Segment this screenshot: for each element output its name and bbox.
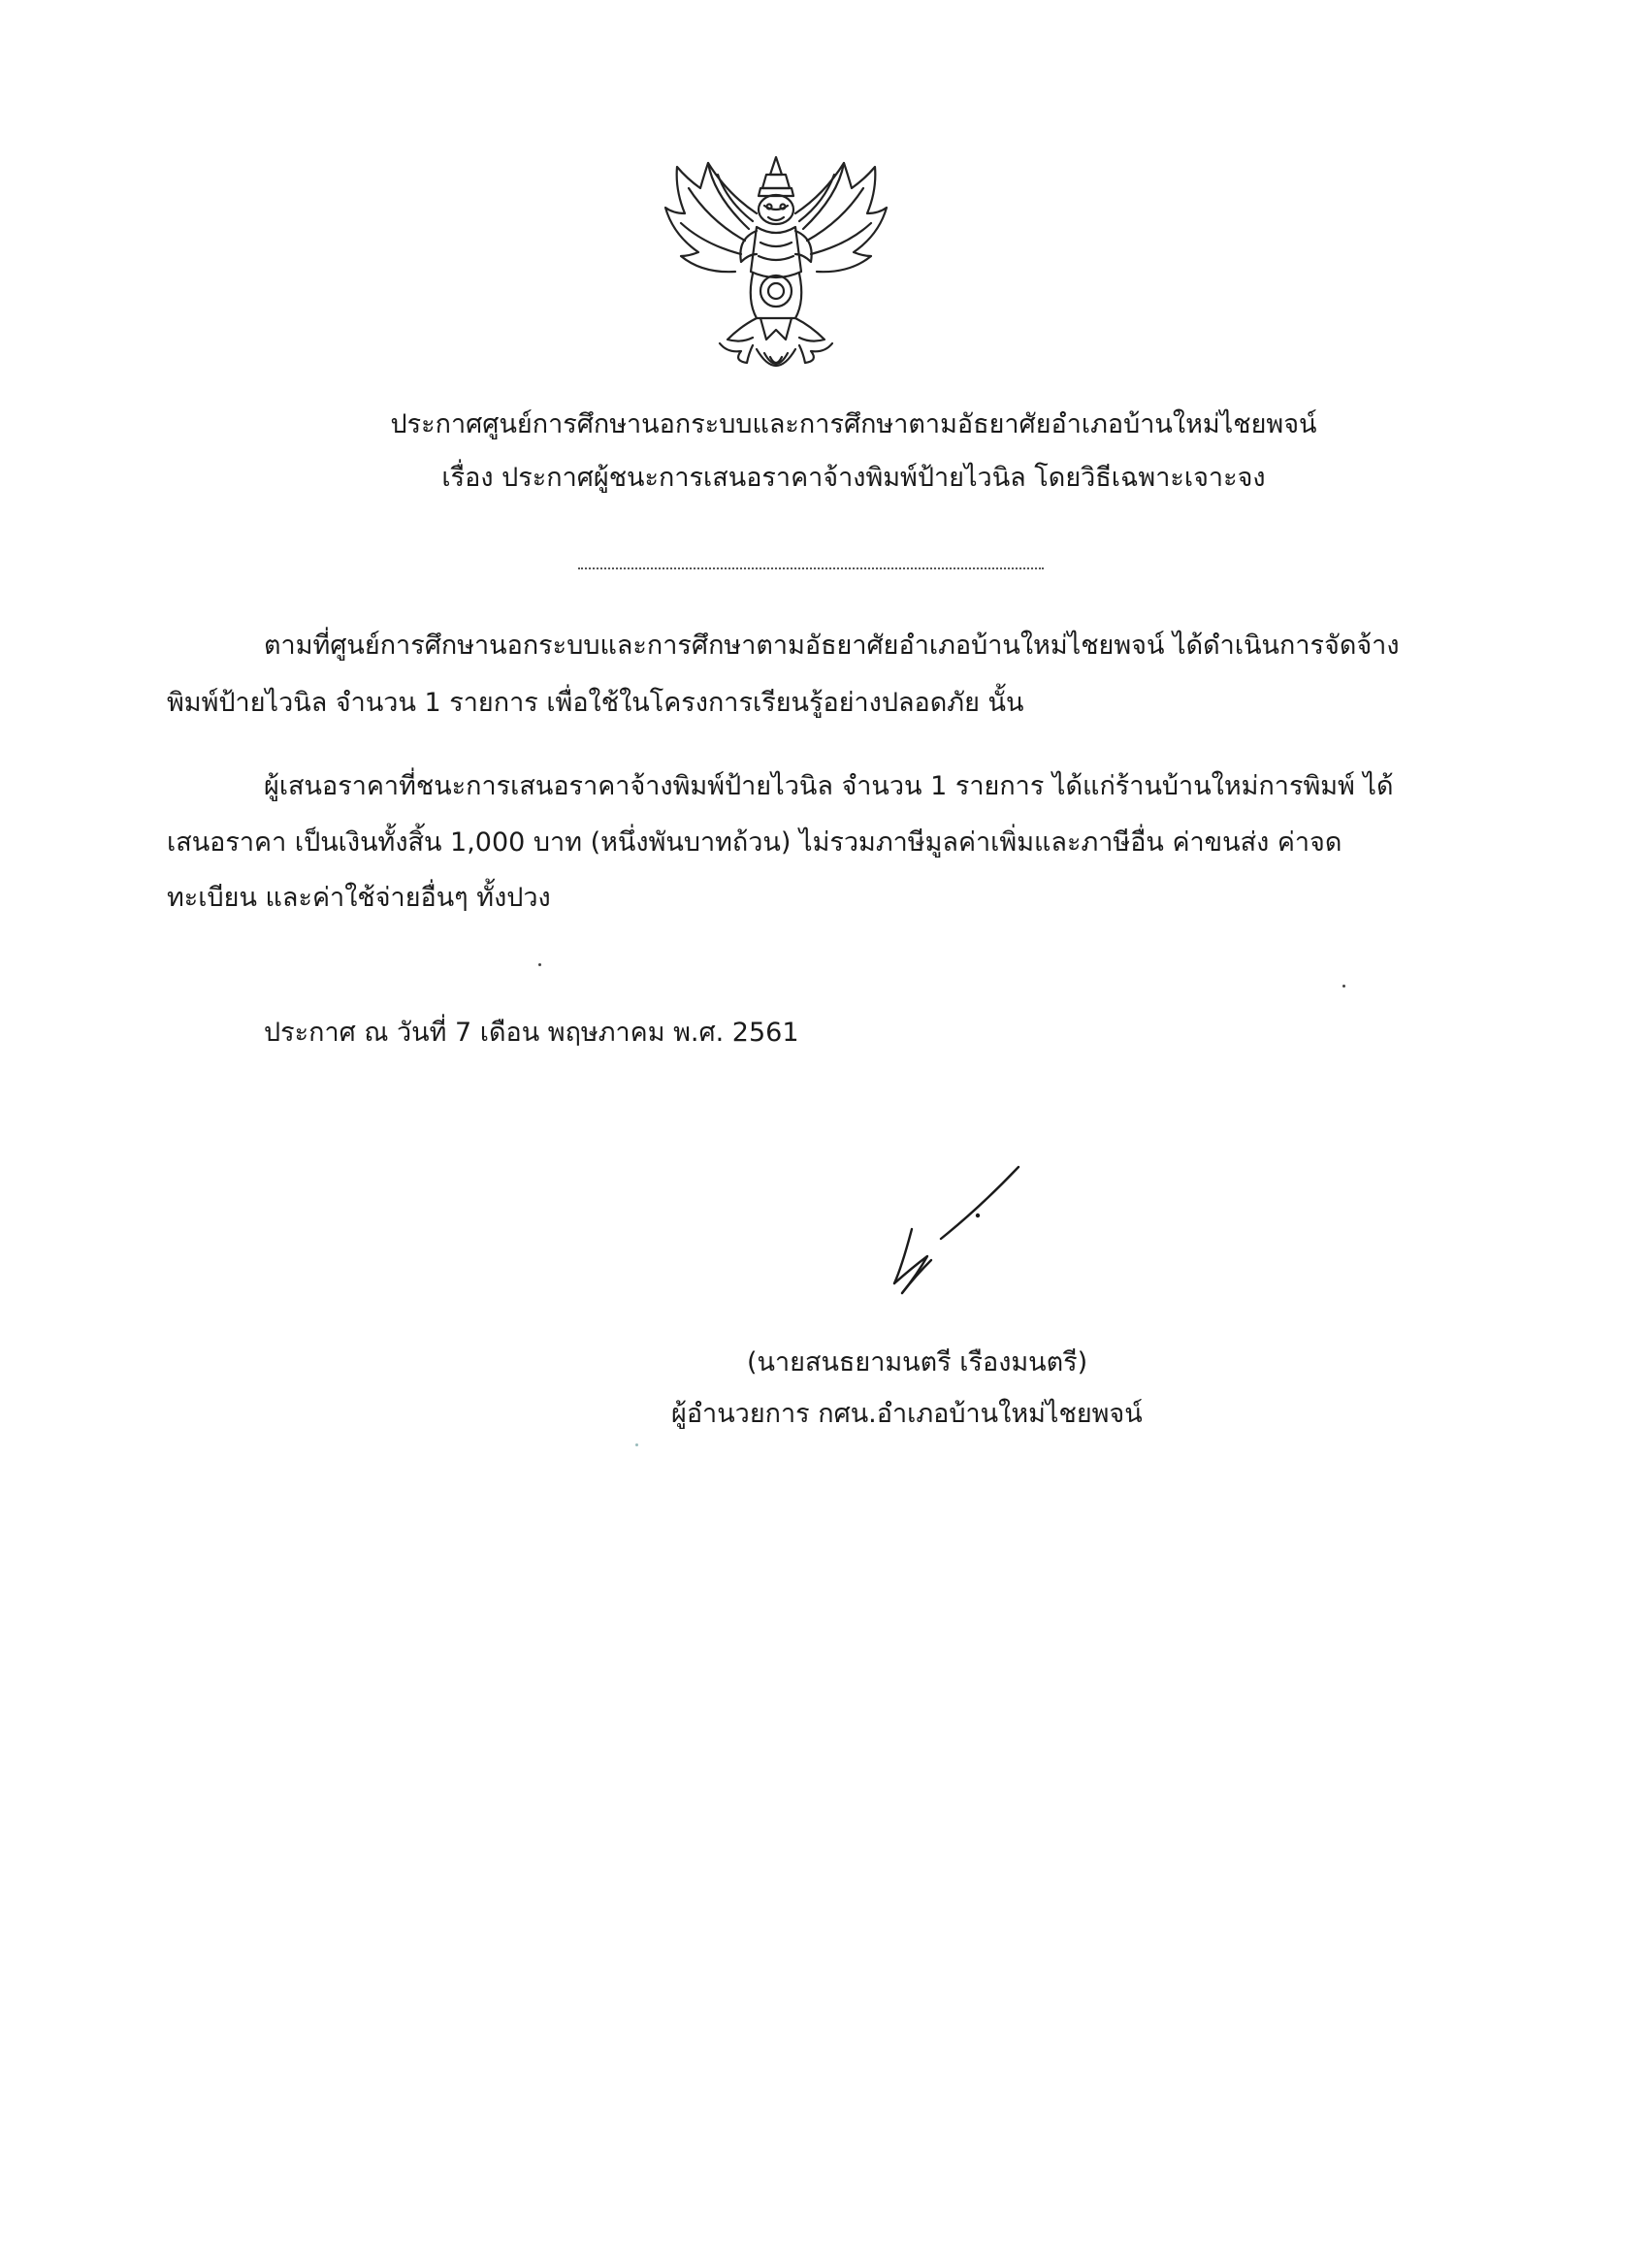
paragraph-2-line-1: ผู้เสนอราคาที่ชนะการเสนอราคาจ้างพิมพ์ป้ายไวนิล จำนวน 1 รายการ ได้แก่ร้านบ้านใหม่การพิมพ์ ได้ bbox=[264, 771, 1394, 801]
handwritten-signature bbox=[873, 1159, 1048, 1305]
paragraph-1-line-1: ตามที่ศูนย์การศึกษานอกระบบและการศึกษาตามอัธยาศัยอำเภอบ้านใหม่ไชยพจน์ ได้ดำเนินการจัดจ้าง bbox=[264, 631, 1400, 661]
paragraph-2-line-3: ทะเบียน และค่าใช้จ่ายอื่นๆ ทั้งปวง bbox=[167, 883, 551, 913]
divider-line bbox=[578, 567, 1044, 569]
paragraph-1-line-2: พิมพ์ป้ายไวนิล จำนวน 1 รายการ เพื่อใช้ในโครงการเรียนรู้อย่างปลอดภัย นั้น bbox=[167, 688, 1024, 718]
scan-speck bbox=[1342, 985, 1345, 988]
scan-speck bbox=[635, 1443, 638, 1446]
document-subject: เรื่อง ประกาศผู้ชนะการเสนอราคาจ้างพิมพ์ป้ายไวนิล โดยวิธีเฉพาะเจาะจง bbox=[441, 463, 1266, 493]
garuda-emblem-icon bbox=[660, 146, 892, 388]
paragraph-2-line-2: เสนอราคา เป็นเงินทั้งสิ้น 1,000 บาท (หนึ่งพันบาทถ้วน) ไม่รวมภาษีมูลค่าเพิ่มและภาษีอื่น ค่าขนส่ง ค่าจด bbox=[167, 827, 1342, 858]
signatory-name: (นายสนธยามนตรี เรืองมนตรี) bbox=[747, 1347, 1088, 1377]
document-title: ประกาศศูนย์การศึกษานอกระบบและการศึกษาตามอัธยาศัยอำเภอบ้านใหม่ไชยพจน์ bbox=[390, 409, 1317, 439]
announcement-date: ประกาศ ณ วันที่ 7 เดือน พฤษภาคม พ.ศ. 2561 bbox=[264, 1018, 799, 1048]
signatory-position: ผู้อำนวยการ กศน.อำเภอบ้านใหม่ไชยพจน์ bbox=[671, 1399, 1143, 1429]
scan-speck bbox=[538, 963, 541, 966]
